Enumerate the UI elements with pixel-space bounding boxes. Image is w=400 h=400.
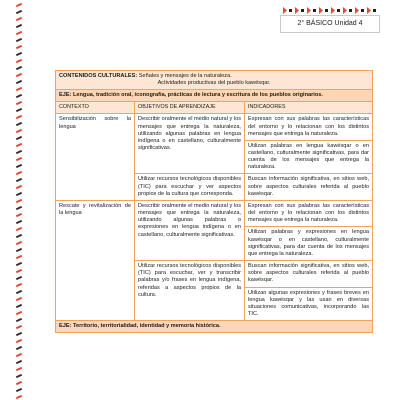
stitch-mark bbox=[16, 241, 22, 245]
stitch-mark bbox=[16, 332, 22, 336]
stitch-mark bbox=[16, 94, 22, 98]
axis-row bbox=[56, 90, 373, 102]
stitch-mark bbox=[16, 346, 22, 350]
stitch-mark bbox=[16, 290, 22, 294]
stitch-mark bbox=[16, 171, 22, 175]
context-cell: Rescate y revitalización de la lengua bbox=[56, 200, 135, 320]
stitch-mark bbox=[16, 304, 22, 308]
ribbon-pattern-icon bbox=[281, 7, 381, 14]
stitch-mark bbox=[16, 262, 22, 266]
indicator-cell: Utilizan algunas expresiones y frases breves en lengua kawésqar y las usan en diversas situaciones comunicativas, incorporando las TIC. bbox=[245, 287, 373, 321]
stitch-mark bbox=[16, 45, 22, 49]
objective-cell: Describir oralmente el medio natural y los mensajes que entrega la naturaleza, utilizando algunas palabras en lengua indígena o en castellano, culturalmente significativas. bbox=[135, 114, 245, 174]
contents-value: Señales y mensajes de la naturaleza. bbox=[138, 73, 232, 79]
stitch-mark bbox=[16, 325, 22, 329]
objective-cell: Describir oralmente el medio natural y los mensajes que entrega la naturaleza, utilizando algunas palabras o expresiones en lengua indígena o en castellano, culturalmente significativas. bbox=[135, 200, 245, 260]
stitch-mark bbox=[16, 227, 22, 231]
grade-unit-badge bbox=[280, 15, 380, 33]
stitch-mark bbox=[16, 73, 22, 77]
stitch-mark bbox=[16, 269, 22, 273]
stitch-mark bbox=[16, 297, 22, 301]
contents-label: CONTENIDOS CULTURALES: bbox=[59, 73, 138, 79]
stitch-mark bbox=[16, 206, 22, 210]
stitch-mark bbox=[16, 374, 22, 378]
stitch-mark bbox=[16, 115, 22, 119]
stitch-mark bbox=[16, 24, 22, 28]
objective-cell: Utilizar recursos tecnológicos disponibles (TIC) para escuchar y ver aspectos propios de la cultura que corresponda. bbox=[135, 174, 245, 200]
axis-heading: EJE: Lengua, tradición oral, iconografía, prácticas de lectura y escritura de los pueblos originarios. bbox=[56, 90, 373, 102]
stitch-mark bbox=[16, 101, 22, 105]
stitch-mark bbox=[16, 185, 22, 189]
stitch-mark bbox=[16, 388, 22, 392]
stitch-mark bbox=[16, 276, 22, 280]
stitch-mark bbox=[16, 52, 22, 56]
column-header-context: CONTEXTO bbox=[56, 102, 135, 114]
stitch-mark bbox=[16, 248, 22, 252]
context-cell: Sensibilización sobre la lengua bbox=[56, 114, 135, 201]
stitch-mark bbox=[16, 150, 22, 154]
grade-unit-label: 2° BÁSICO Unidad 4 bbox=[297, 20, 363, 27]
contents-subline: Actividades productivas del pueblo kawésqar. bbox=[157, 80, 271, 87]
stitch-mark bbox=[16, 157, 22, 161]
stitch-mark bbox=[16, 178, 22, 182]
stitch-mark bbox=[16, 220, 22, 224]
axis-heading: EJE: Territorio, territorialidad, identidad y memoria histórica. bbox=[56, 321, 373, 333]
stitch-mark bbox=[16, 311, 22, 315]
indicator-cell: Expresan con sus palabras las características del entorno y lo relacionan con los distintos mensajes que entrega la naturaleza. bbox=[245, 114, 373, 140]
stitch-mark bbox=[16, 87, 22, 91]
stitch-mark bbox=[16, 234, 22, 238]
axis-row bbox=[56, 321, 373, 333]
column-header-objectives: OBJETIVOS DE APRENDIZAJE bbox=[135, 102, 245, 114]
curriculum-table bbox=[55, 70, 373, 333]
stitch-mark bbox=[16, 122, 22, 126]
stitch-mark bbox=[16, 108, 22, 112]
stitch-mark bbox=[16, 143, 22, 147]
stitch-mark bbox=[16, 199, 22, 203]
stitch-mark bbox=[16, 17, 22, 21]
stitch-mark bbox=[16, 353, 22, 357]
table-row bbox=[56, 200, 373, 226]
stitch-mark bbox=[16, 59, 22, 63]
stitch-mark bbox=[16, 38, 22, 42]
stitch-mark bbox=[16, 129, 22, 133]
indicator-cell: Buscan información significativa, en sitios web, sobre aspectos culturales referida al pueblo kawésqar. bbox=[245, 174, 373, 200]
stitch-mark bbox=[16, 360, 22, 364]
stitch-mark bbox=[16, 255, 22, 259]
stitch-mark bbox=[16, 3, 22, 7]
indicator-cell: Utilizan palabras en lengua kawésqar o en castellano, culturalmente significativas, para dar cuenta de los mensajes que entrega la naturaleza. bbox=[245, 140, 373, 174]
table-row bbox=[56, 114, 373, 140]
column-header-row bbox=[56, 102, 373, 114]
stitch-mark bbox=[16, 136, 22, 140]
stitch-mark bbox=[16, 66, 22, 70]
stitch-mark bbox=[16, 192, 22, 196]
stitch-mark bbox=[16, 283, 22, 287]
objective-cell: Utilizar recursos tecnológicos disponibles (TIC) para escuchar, ver y transcribir palabras y/o frases en lengua indígena, referidas a aspectos propios de la cultura. bbox=[135, 261, 245, 321]
indicator-cell: Buscan información significativa, en sitios web, sobre aspectos culturales referida al pueblo kawésqar. bbox=[245, 261, 373, 287]
stitch-mark bbox=[16, 164, 22, 168]
indicator-cell: Utilizan palabras y expresiones en lengua kawésqar o en castellano, culturalmente significativas, para dar cuenta de los mensajes que entrega la naturaleza. bbox=[245, 227, 373, 261]
stitch-mark bbox=[16, 10, 22, 14]
stitch-mark bbox=[16, 339, 22, 343]
decorative-border bbox=[16, 0, 22, 400]
stitch-mark bbox=[16, 367, 22, 371]
stitch-mark bbox=[16, 80, 22, 84]
stitch-mark bbox=[16, 31, 22, 35]
indicator-cell: Expresan con sus palabras las características del entorno y lo relacionan con los distintos mensajes que entrega la naturaleza. bbox=[245, 200, 373, 226]
stitch-mark bbox=[16, 381, 22, 385]
contents-row bbox=[56, 71, 373, 90]
contents-cell bbox=[56, 71, 373, 90]
stitch-mark bbox=[16, 213, 22, 217]
stitch-mark bbox=[16, 318, 22, 322]
stitch-mark bbox=[16, 395, 22, 399]
column-header-indicators: INDICADORES bbox=[245, 102, 373, 114]
